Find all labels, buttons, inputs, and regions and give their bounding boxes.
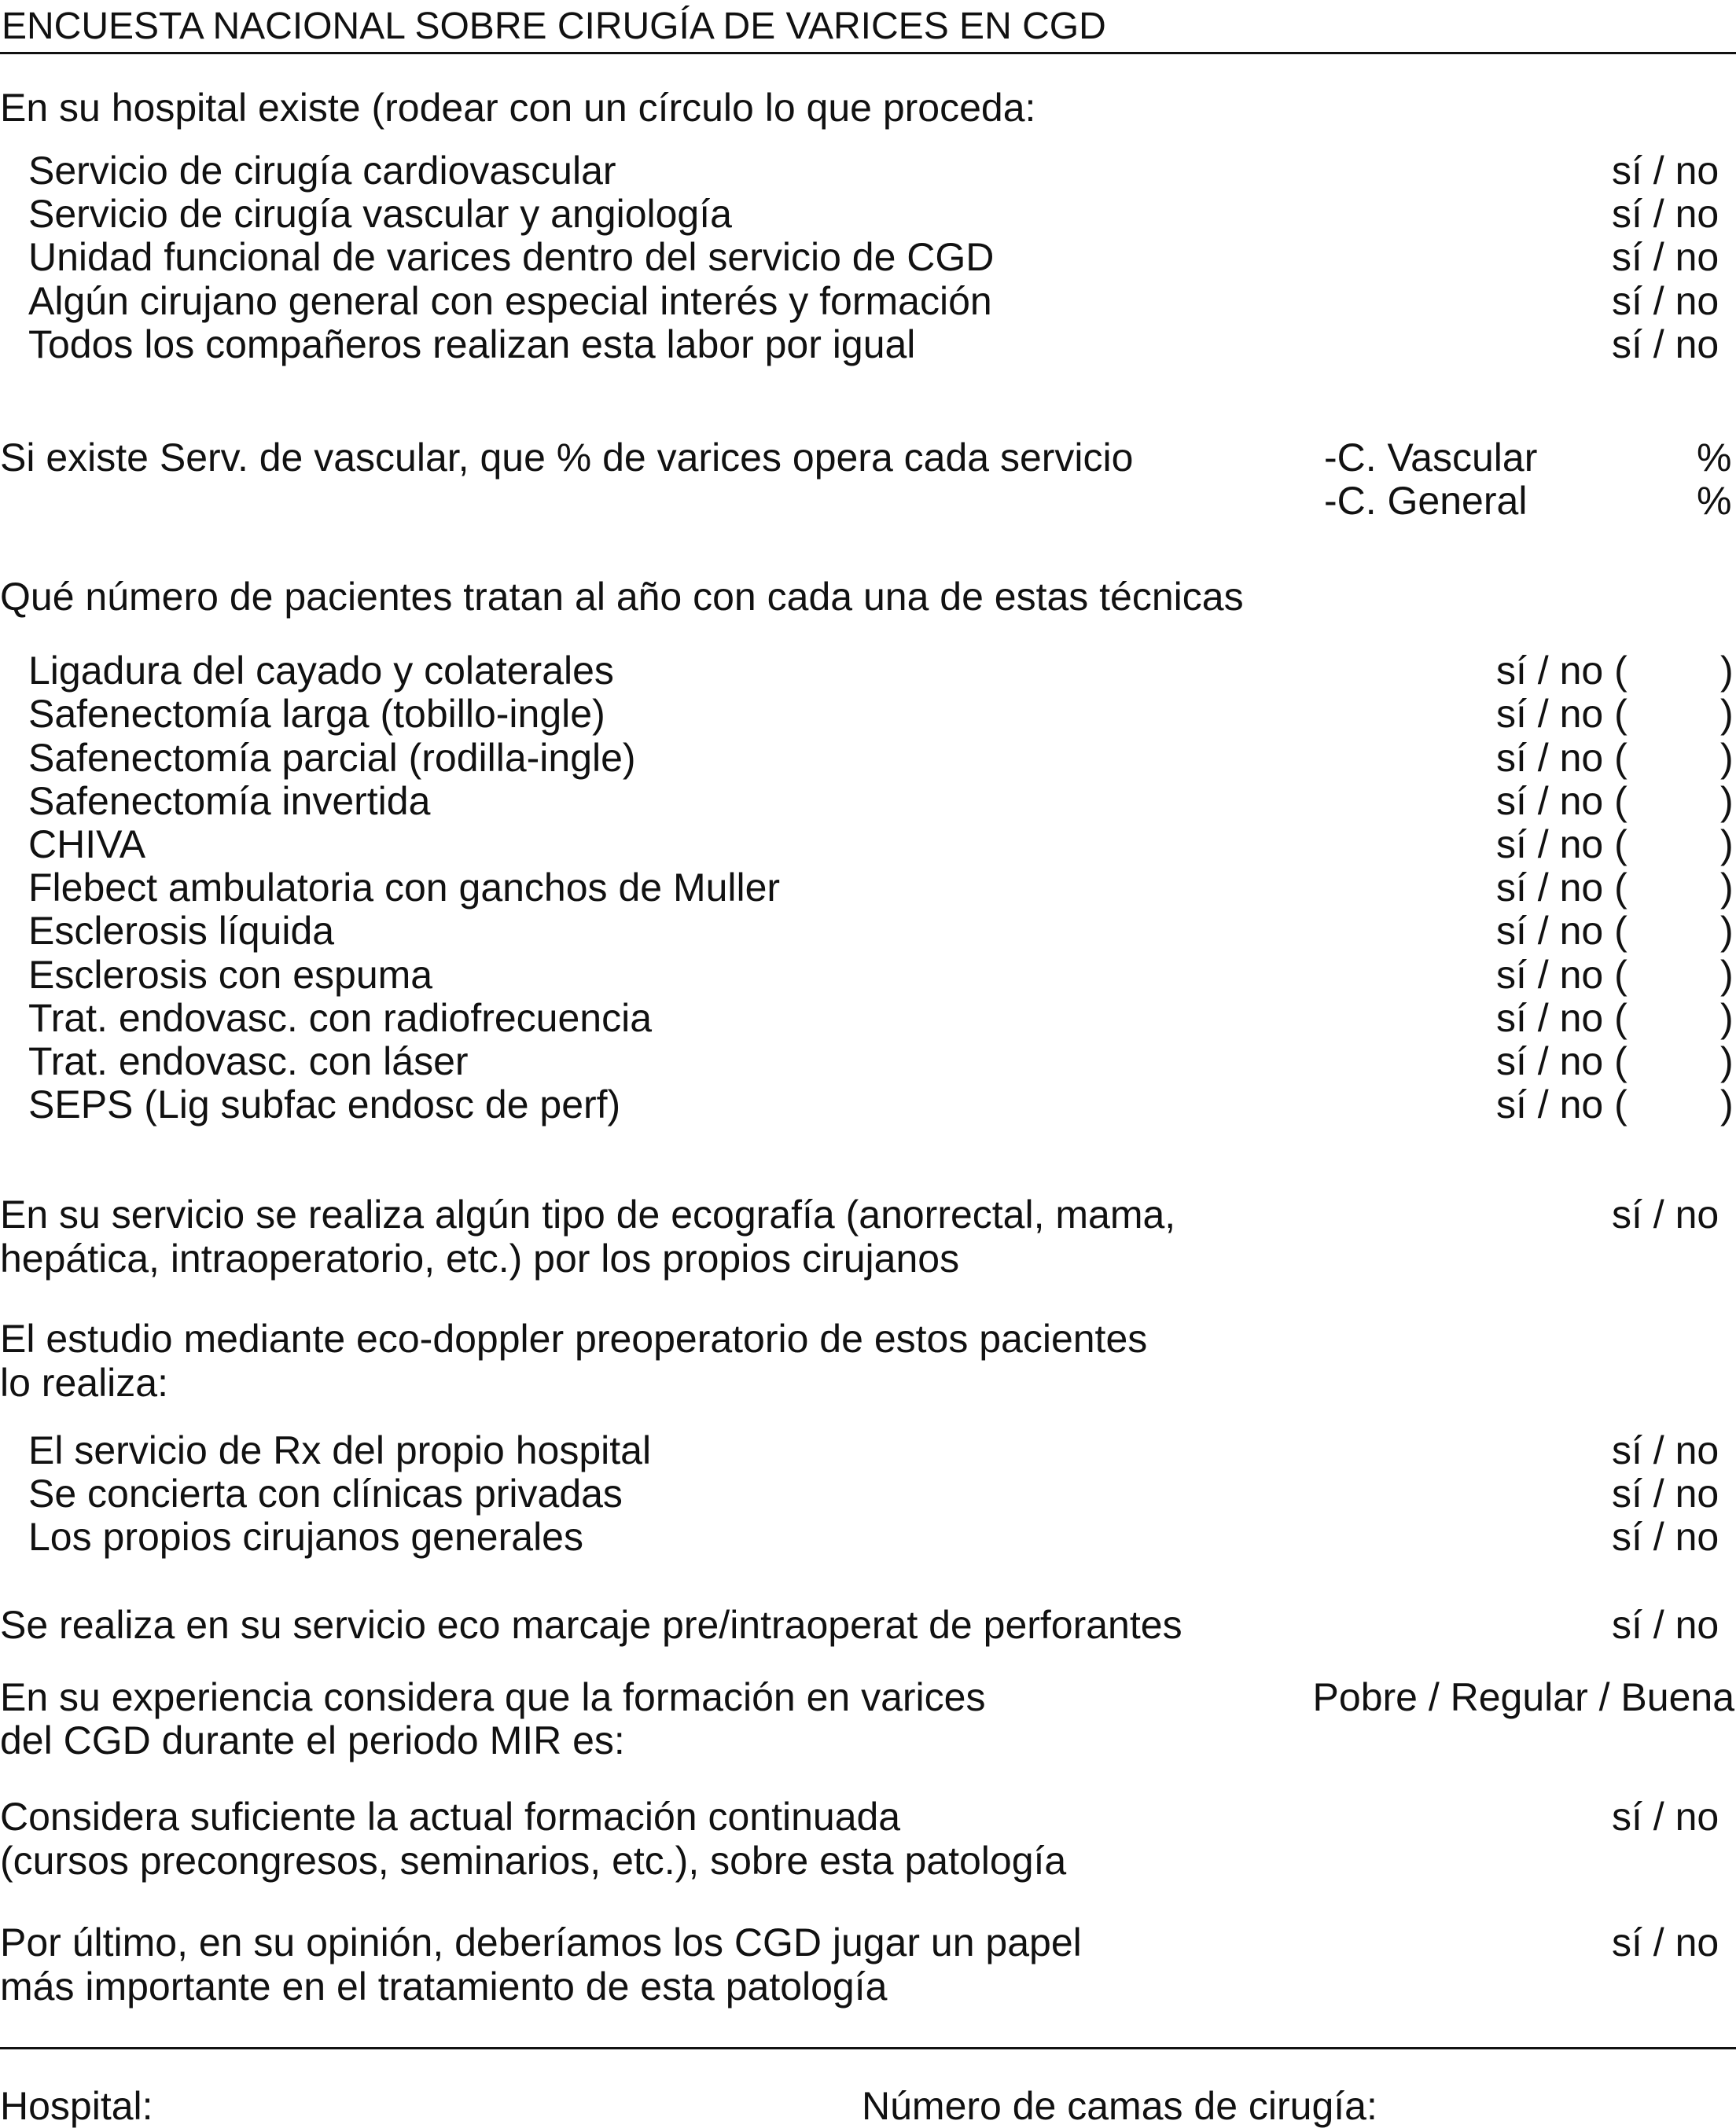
yes-no-option[interactable]: sí / no xyxy=(1612,235,1719,279)
technique-answer-close: ) xyxy=(1720,1082,1734,1126)
technique-answer-close: ) xyxy=(1720,736,1734,780)
technique-answer[interactable]: sí / no ( xyxy=(1496,779,1628,823)
question-techniques: Qué número de pacientes tratan al año con cada una de estas técnicas xyxy=(0,575,1244,619)
technique-answer[interactable]: sí / no ( xyxy=(1496,736,1628,780)
footer-divider xyxy=(0,2047,1736,2049)
title-divider xyxy=(0,52,1736,54)
yes-no-option[interactable]: sí / no xyxy=(1612,1515,1719,1559)
technique-label: Safenectomía invertida xyxy=(28,779,431,823)
question-doppler-line2: lo realiza: xyxy=(0,1361,168,1405)
technique-answer-close: ) xyxy=(1720,779,1734,823)
technique-answer[interactable]: sí / no ( xyxy=(1496,649,1628,693)
hospital-field-label[interactable]: Hospital: xyxy=(0,2084,153,2128)
technique-answer[interactable]: sí / no ( xyxy=(1496,953,1628,997)
technique-answer-close: ) xyxy=(1720,996,1734,1040)
question-ecography-line2: hepática, intraoperatorio, etc.) por los propios cirujanos xyxy=(0,1237,960,1281)
yes-no-option[interactable]: sí / no xyxy=(1612,322,1719,366)
question-varices-percentage: Si existe Serv. de vascular, que % de varices opera cada servicio xyxy=(0,436,1134,480)
question-eco-marcaje: Se realiza en su servicio eco marcaje pre/intraoperat de perforantes xyxy=(0,1603,1182,1647)
technique-answer[interactable]: sí / no ( xyxy=(1496,866,1628,910)
question-mir-training-line1: En su experiencia considera que la formación en varices xyxy=(0,1675,986,1719)
list-item-label: Algún cirujano general con especial interés y formación xyxy=(28,279,992,323)
vascular-percentage-label: -C. Vascular xyxy=(1324,436,1538,480)
technique-answer-close: ) xyxy=(1720,692,1734,736)
technique-label: Safenectomía larga (tobillo-ingle) xyxy=(28,692,605,736)
list-item-label: Los propios cirujanos generales xyxy=(28,1515,583,1559)
technique-answer[interactable]: sí / no ( xyxy=(1496,909,1628,953)
technique-answer-close: ) xyxy=(1720,649,1734,693)
yes-no-option[interactable]: sí / no xyxy=(1612,1193,1719,1237)
beds-field-label[interactable]: Número de camas de cirugía: xyxy=(862,2084,1377,2128)
technique-label: Ligadura del cayado y colaterales xyxy=(28,649,614,693)
yes-no-option[interactable]: sí / no xyxy=(1612,1472,1719,1516)
page-title: ENCUESTA NACIONAL SOBRE CIRUGÍA DE VARICES EN CGD xyxy=(2,6,1106,47)
question-ecography-line1: En su servicio se realiza algún tipo de ecografía (anorrectal, mama, xyxy=(0,1193,1176,1237)
list-item-label: Unidad funcional de varices dentro del servicio de CGD xyxy=(28,235,995,279)
yes-no-option[interactable]: sí / no xyxy=(1612,192,1719,236)
technique-label: CHIVA xyxy=(28,822,146,866)
question-cgd-role-line2: más importante en el tratamiento de esta patología xyxy=(0,1964,888,2009)
list-item-label: Se concierta con clínicas privadas xyxy=(28,1472,623,1516)
technique-answer-close: ) xyxy=(1720,1039,1734,1083)
list-item-label: Servicio de cirugía cardiovascular xyxy=(28,149,616,193)
technique-answer-close: ) xyxy=(1720,909,1734,953)
general-percentage-label: -C. General xyxy=(1324,479,1528,523)
technique-answer-close: ) xyxy=(1720,822,1734,866)
yes-no-option[interactable]: sí / no xyxy=(1612,1795,1719,1839)
yes-no-option[interactable]: sí / no xyxy=(1612,279,1719,323)
technique-answer[interactable]: sí / no ( xyxy=(1496,996,1628,1040)
list-item-label: Todos los compañeros realizan esta labor por igual xyxy=(28,322,916,366)
yes-no-option[interactable]: sí / no xyxy=(1612,1603,1719,1647)
technique-label: Flebect ambulatoria con ganchos de Muller xyxy=(28,866,781,910)
question-hospital-services: En su hospital existe (rodear con un círculo lo que proceda: xyxy=(0,86,1036,130)
technique-label: Esclerosis con espuma xyxy=(28,953,433,997)
question-continued-training-line2: (cursos precongresos, seminarios, etc.), sobre esta patología xyxy=(0,1839,1067,1883)
list-item-label: El servicio de Rx del propio hospital xyxy=(28,1428,652,1472)
technique-label: Trat. endovasc. con láser xyxy=(28,1039,469,1083)
technique-answer[interactable]: sí / no ( xyxy=(1496,1082,1628,1126)
question-mir-training-line2: del CGD durante el periodo MIR es: xyxy=(0,1718,625,1762)
vascular-percentage-unit[interactable]: % xyxy=(1697,436,1732,480)
technique-label: Trat. endovasc. con radiofrecuencia xyxy=(28,996,653,1040)
yes-no-option[interactable]: sí / no xyxy=(1612,1428,1719,1472)
question-continued-training-line1: Considera suficiente la actual formación continuada xyxy=(0,1795,901,1839)
technique-answer[interactable]: sí / no ( xyxy=(1496,822,1628,866)
question-doppler-line1: El estudio mediante eco-doppler preoperatorio de estos pacientes xyxy=(0,1317,1148,1361)
general-percentage-unit[interactable]: % xyxy=(1697,479,1732,523)
rating-option[interactable]: Pobre / Regular / Buena xyxy=(1312,1675,1734,1719)
technique-answer[interactable]: sí / no ( xyxy=(1496,1039,1628,1083)
technique-label: Esclerosis líquida xyxy=(28,909,335,953)
technique-label: Safenectomía parcial (rodilla-ingle) xyxy=(28,736,636,780)
technique-label: SEPS (Lig subfac endosc de perf) xyxy=(28,1082,621,1126)
yes-no-option[interactable]: sí / no xyxy=(1612,1920,1719,1964)
list-item-label: Servicio de cirugía vascular y angiología xyxy=(28,192,732,236)
question-cgd-role-line1: Por último, en su opinión, deberíamos los CGD jugar un papel xyxy=(0,1920,1082,1964)
yes-no-option[interactable]: sí / no xyxy=(1612,149,1719,193)
technique-answer[interactable]: sí / no ( xyxy=(1496,692,1628,736)
technique-answer-close: ) xyxy=(1720,866,1734,910)
technique-answer-close: ) xyxy=(1720,953,1734,997)
